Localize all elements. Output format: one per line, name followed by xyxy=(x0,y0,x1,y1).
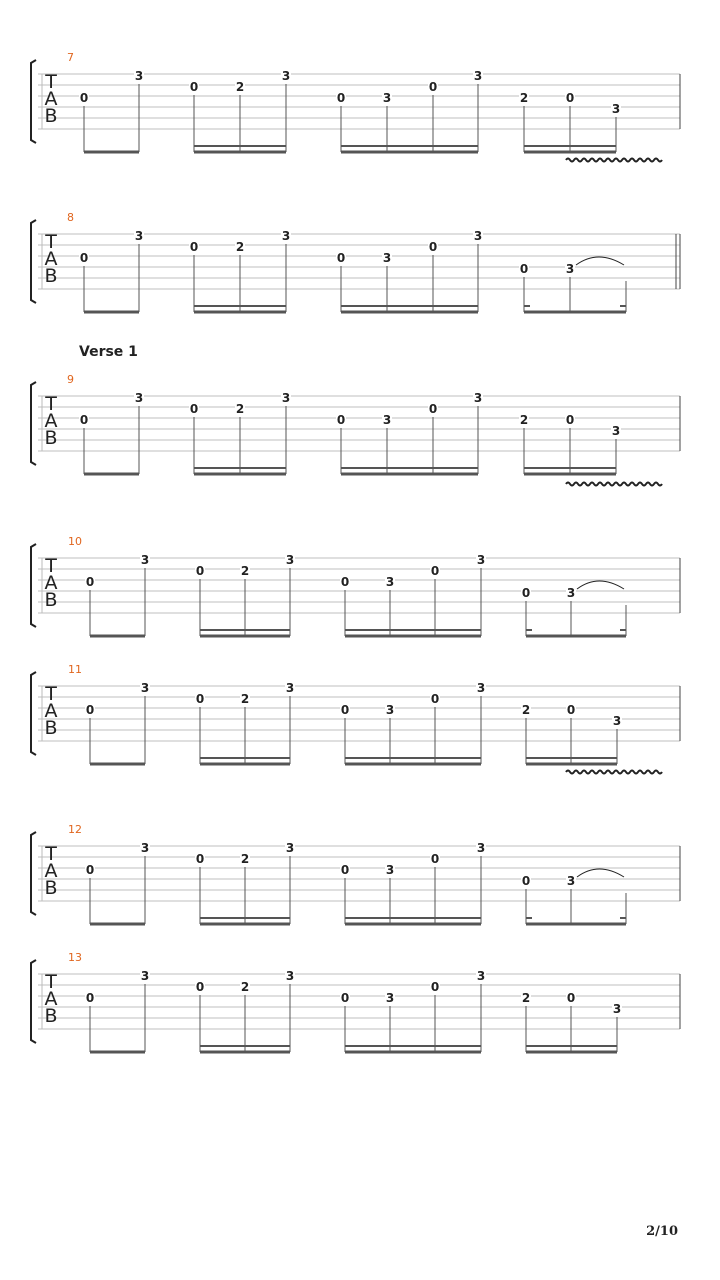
fret-number: 0 xyxy=(336,91,346,105)
tab-clef-letter: T xyxy=(45,393,57,415)
fret-number: 3 xyxy=(285,553,295,567)
measure-number: 9 xyxy=(67,373,74,386)
fret-number: 3 xyxy=(134,391,144,405)
system-bracket xyxy=(31,544,36,627)
tab-system xyxy=(31,771,680,925)
fret-number: 3 xyxy=(385,575,395,589)
tab-clef-letter: A xyxy=(44,860,58,882)
fret-number: 3 xyxy=(285,841,295,855)
fret-number: 0 xyxy=(428,402,438,416)
fret-number: 2 xyxy=(519,413,529,427)
fret-number: 0 xyxy=(195,852,205,866)
fret-number: 3 xyxy=(385,863,395,877)
fret-number: 2 xyxy=(519,91,529,105)
fret-number: 0 xyxy=(79,413,89,427)
fret-number: 0 xyxy=(430,692,440,706)
fret-number: 3 xyxy=(565,262,575,276)
fret-number: 0 xyxy=(428,80,438,94)
fret-number: 0 xyxy=(428,240,438,254)
tab-system xyxy=(31,951,680,1052)
tab-system xyxy=(31,344,680,474)
system-bracket xyxy=(31,672,36,755)
measure-number: 8 xyxy=(67,211,74,224)
tie-arc xyxy=(577,581,624,589)
system-bracket xyxy=(31,220,36,303)
fret-number: 0 xyxy=(195,564,205,578)
fret-number: 0 xyxy=(85,575,95,589)
fret-number: 0 xyxy=(430,980,440,994)
tab-clef-letter: T xyxy=(45,555,57,577)
fret-number: 0 xyxy=(565,91,575,105)
measure-number: 7 xyxy=(67,51,74,64)
fret-number: 0 xyxy=(85,863,95,877)
system-bracket xyxy=(31,960,36,1043)
tab-clef-letter: T xyxy=(45,683,57,705)
tab-clef-letter: A xyxy=(44,410,58,432)
tab-system xyxy=(31,663,680,764)
fret-number: 2 xyxy=(521,991,531,1005)
fret-number: 0 xyxy=(340,703,350,717)
fret-number: 3 xyxy=(140,841,150,855)
fret-number: 0 xyxy=(519,262,529,276)
fret-number: 3 xyxy=(473,391,483,405)
fret-number: 0 xyxy=(566,991,576,1005)
fret-number: 3 xyxy=(140,553,150,567)
tab-system xyxy=(31,483,680,637)
tab-clef-letter: A xyxy=(44,700,58,722)
tab-system xyxy=(31,51,680,152)
page-number-text: 2/10 xyxy=(646,1224,678,1239)
tab-system xyxy=(31,159,680,313)
tab-clef-letter: B xyxy=(44,877,58,899)
tie-arc xyxy=(577,869,624,877)
fret-number: 3 xyxy=(281,391,291,405)
fret-number: 3 xyxy=(566,874,576,888)
fret-number: 3 xyxy=(385,703,395,717)
fret-number: 0 xyxy=(85,991,95,1005)
measure-number: 10 xyxy=(68,535,82,548)
fret-number: 3 xyxy=(140,681,150,695)
tab-clef-letter: B xyxy=(44,105,58,127)
fret-number: 3 xyxy=(285,681,295,695)
fret-number: 3 xyxy=(611,424,621,438)
fret-number: 0 xyxy=(340,991,350,1005)
fret-number: 2 xyxy=(521,703,531,717)
fret-number: 0 xyxy=(521,586,531,600)
fret-number: 3 xyxy=(281,229,291,243)
fret-number: 2 xyxy=(235,80,245,94)
fret-number: 0 xyxy=(521,874,531,888)
fret-number: 0 xyxy=(430,852,440,866)
fret-number: 3 xyxy=(382,413,392,427)
fret-number: 0 xyxy=(336,413,346,427)
fret-number: 2 xyxy=(240,692,250,706)
fret-number: 0 xyxy=(565,413,575,427)
fret-number: 0 xyxy=(340,575,350,589)
fret-number: 0 xyxy=(566,703,576,717)
measure-number: 11 xyxy=(68,663,82,676)
tab-clef-letter: B xyxy=(44,717,58,739)
tab-clef-letter: A xyxy=(44,988,58,1010)
fret-number: 3 xyxy=(382,91,392,105)
fret-number: 0 xyxy=(79,91,89,105)
system-bracket xyxy=(31,832,36,915)
fret-number: 0 xyxy=(85,703,95,717)
fret-number: 0 xyxy=(79,251,89,265)
fret-number: 3 xyxy=(611,102,621,116)
fret-number: 3 xyxy=(612,1002,622,1016)
fret-number: 3 xyxy=(281,69,291,83)
section-label: Verse 1 xyxy=(79,344,138,360)
fret-number: 3 xyxy=(612,714,622,728)
tab-clef-letter: T xyxy=(45,843,57,865)
tab-clef-letter: A xyxy=(44,88,58,110)
fret-number: 3 xyxy=(476,681,486,695)
measure-number: 12 xyxy=(68,823,82,836)
fret-number: 0 xyxy=(195,980,205,994)
fret-number: 3 xyxy=(134,69,144,83)
fret-number: 0 xyxy=(189,80,199,94)
tab-clef-letter: A xyxy=(44,248,58,270)
tab-clef-letter: T xyxy=(45,71,57,93)
fret-number: 3 xyxy=(285,969,295,983)
fret-number: 3 xyxy=(566,586,576,600)
tab-clef-letter: B xyxy=(44,427,58,449)
system-bracket xyxy=(31,60,36,143)
tab-clef-letter: B xyxy=(44,1005,58,1027)
tab-clef-letter: A xyxy=(44,572,58,594)
fret-number: 3 xyxy=(140,969,150,983)
system-bracket xyxy=(31,382,36,465)
fret-number: 2 xyxy=(240,852,250,866)
fret-number: 2 xyxy=(235,402,245,416)
fret-number: 3 xyxy=(476,969,486,983)
tab-clef-letter: T xyxy=(45,231,57,253)
tie-arc xyxy=(576,257,624,265)
tab-clef-letter: B xyxy=(44,265,58,287)
fret-number: 2 xyxy=(240,980,250,994)
tab-clef-letter: B xyxy=(44,589,58,611)
fret-number: 3 xyxy=(134,229,144,243)
fret-number: 3 xyxy=(473,69,483,83)
fret-number: 3 xyxy=(473,229,483,243)
fret-number: 3 xyxy=(382,251,392,265)
vibrato-mark xyxy=(566,771,662,774)
fret-number: 3 xyxy=(385,991,395,1005)
fret-number: 3 xyxy=(476,553,486,567)
tab-clef-letter: T xyxy=(45,971,57,993)
vibrato-mark xyxy=(566,483,662,486)
fret-number: 0 xyxy=(195,692,205,706)
fret-number: 0 xyxy=(340,863,350,877)
fret-number: 2 xyxy=(235,240,245,254)
fret-number: 2 xyxy=(240,564,250,578)
vibrato-mark xyxy=(566,159,662,162)
fret-number: 3 xyxy=(476,841,486,855)
fret-number: 0 xyxy=(189,240,199,254)
fret-number: 0 xyxy=(189,402,199,416)
measure-number: 13 xyxy=(68,951,82,964)
fret-number: 0 xyxy=(336,251,346,265)
fret-number: 0 xyxy=(430,564,440,578)
